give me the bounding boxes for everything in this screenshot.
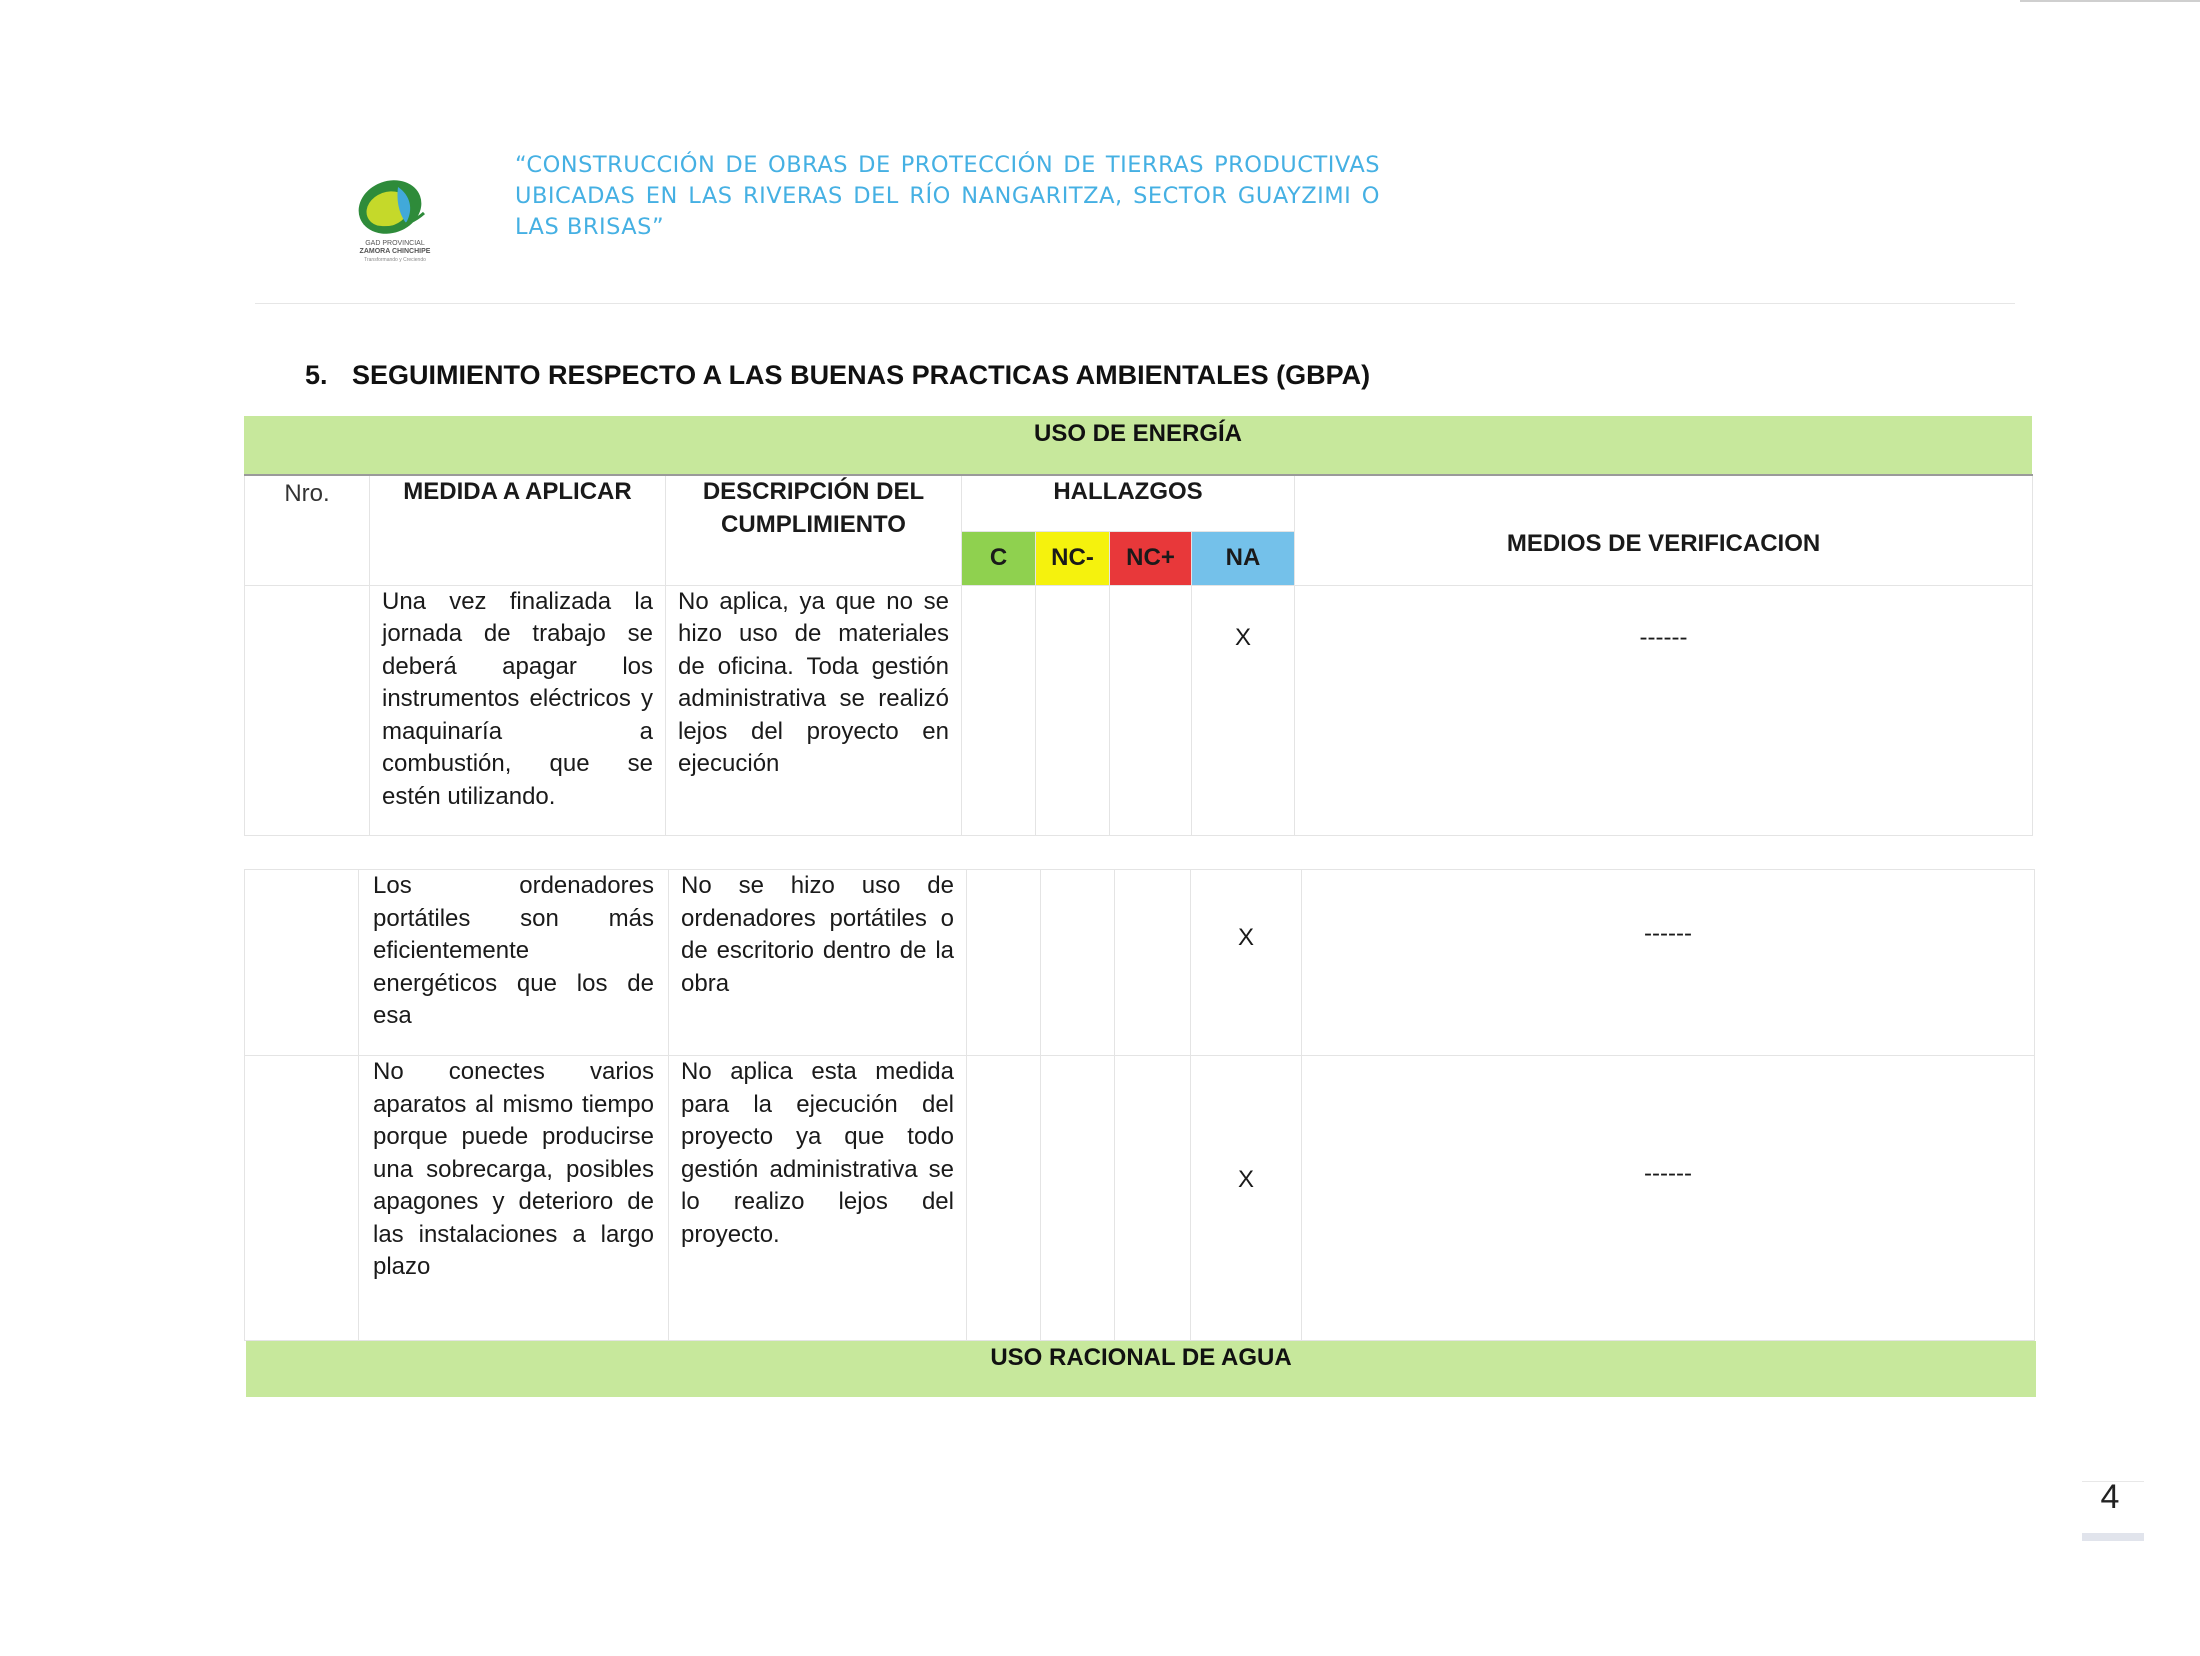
header-descripcion: DESCRIPCIÓN DEL CUMPLIMIENTO	[666, 475, 962, 585]
row-medida: No conectes varios aparatos al mismo tiempo porque puede producirse una sobrecarga, posibles apagones y deterioro de las instalaciones a largo plazo	[359, 1056, 669, 1341]
row-mark-nc-minus	[1041, 870, 1115, 1056]
group-band-energy	[244, 416, 2032, 474]
group-band-water	[246, 1341, 2036, 1397]
gbpa-table-part2	[244, 869, 2035, 1341]
logo-caption	[330, 240, 460, 264]
gbpa-table-part1	[244, 474, 2033, 836]
row-mark-c	[967, 1056, 1041, 1341]
top-edge-line	[2020, 0, 2200, 2]
group-title-water: USO RACIONAL DE AGUA	[990, 1344, 1292, 1371]
logo-line-2: ZAMORA CHINCHIPE	[359, 248, 431, 255]
page-number-bar	[2082, 1533, 2144, 1541]
group-title-energy: USO DE ENERGÍA	[1033, 420, 1243, 447]
section-heading	[305, 360, 1370, 391]
row-mark-nc-plus	[1115, 870, 1191, 1056]
row-mark-nc-plus	[1115, 1056, 1191, 1341]
row-mark-nc-minus	[1041, 1056, 1115, 1341]
row-nro	[245, 585, 370, 835]
row-descripcion: No se hizo uso de ordenadores portátiles o de escritorio dentro de la obra	[669, 870, 967, 1056]
project-title: “CONSTRUCCIÓN DE OBRAS DE PROTECCIÓN DE TIERRAS PRODUCTIVAS UBICADAS EN LAS RIVERAS DEL RÍO NANGARITZA, SECTOR GUAYZIMI O LAS BRISAS”	[515, 152, 1380, 240]
row-medida: Una vez finalizada la jornada de trabajo se deberá apagar los instrumentos eléctricos y maquinaría a combustión, que se estén utilizando.	[370, 585, 666, 835]
row-descripcion: No aplica esta medida para la ejecución del proyecto ya que todo gestión administrativa se lo realizo lejos del proyecto.	[669, 1056, 967, 1341]
section-number: 5.	[305, 360, 328, 390]
logo-line-1: GAD PROVINCIAL	[365, 240, 425, 247]
row-medios: ------	[1295, 585, 2033, 835]
logo-line-3: Transformando y Creciendo	[364, 257, 426, 263]
section-title-text: SEGUIMIENTO RESPECTO A LAS BUENAS PRACTICAS AMBIENTALES (GBPA)	[352, 360, 1371, 390]
row-mark-nc-plus	[1110, 585, 1192, 835]
row-medida: Los ordenadores portátiles son más eficientemente energéticos que los de esa	[359, 870, 669, 1056]
header-hallazgos: HALLAZGOS	[962, 475, 1295, 531]
row-mark-na: X	[1191, 870, 1302, 1056]
row-mark-c	[962, 585, 1036, 835]
category-c: C	[962, 531, 1036, 585]
row-mark-na: X	[1192, 585, 1295, 835]
header-medios: MEDIOS DE VERIFICACION	[1295, 475, 2033, 585]
table-row	[245, 585, 2033, 835]
table-row	[245, 870, 2035, 1056]
table-row	[245, 1056, 2035, 1341]
category-nc-minus: NC-	[1036, 531, 1110, 585]
row-mark-na: X	[1191, 1056, 1302, 1341]
category-na: NA	[1192, 531, 1295, 585]
row-nro	[245, 870, 359, 1056]
header-medida: MEDIDA A APLICAR	[370, 475, 666, 585]
header-nro: Nro.	[245, 475, 370, 585]
header-divider	[255, 303, 2015, 304]
category-nc-plus: NC+	[1110, 531, 1192, 585]
row-mark-c	[967, 870, 1041, 1056]
row-nro	[245, 1056, 359, 1341]
row-descripcion: No aplica, ya que no se hizo uso de materiales de oficina. Toda gestión administrativa se realizó lejos del proyecto en ejecución	[666, 585, 962, 835]
row-medios: ------	[1302, 1056, 2035, 1341]
page-number: 4	[2100, 1478, 2120, 1516]
row-medios: ------	[1302, 870, 2035, 1056]
row-mark-nc-minus	[1036, 585, 1110, 835]
